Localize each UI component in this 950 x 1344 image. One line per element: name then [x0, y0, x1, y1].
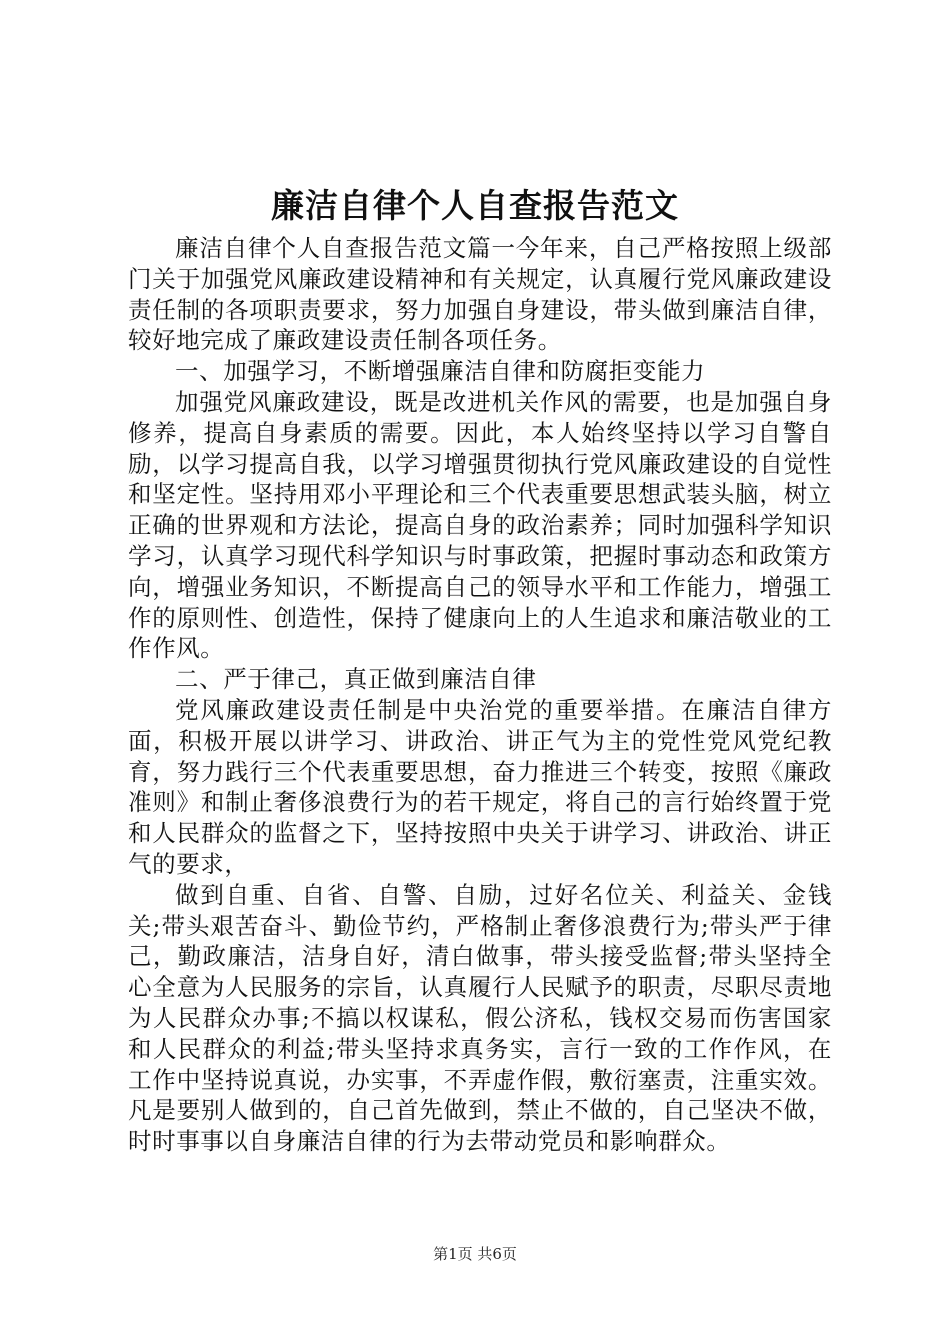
- section-heading-1: 一、加强学习，不断增强廉洁自律和防腐拒变能力: [175, 357, 706, 386]
- section-2-paragraph-1: 党风廉政建设责任制是中央治党的重要举措。在廉洁自律方面，积极开展以讲学习、讲政治、讲正气为主的党性党风党纪教育，努力践行三个代表重要思想，奋力推进三个转变，按照《廉政准则》和制止奢侈浪费行为的若干规定，将自己的言行始终置于党和人民群众的监督之下，坚持按照中央关于讲学习、讲政治、讲正气的要求，: [128, 695, 832, 878]
- section-heading-2: 二、严于律己，真正做到廉洁自律: [175, 665, 537, 694]
- document-body: [128, 233, 832, 1157]
- section-2-paragraph-2: 做到自重、自省、自警、自励，过好名位关、利益关、金钱关;带头艰苦奋斗、勤俭节约，严格制止奢侈浪费行为;带头严于律己，勤政廉洁，洁身自好，清白做事，带头接受监督;带头坚持全心全意为人民服务的宗旨，认真履行人民赋予的职责，尽职尽责地为人民群众办事;不搞以权谋私，假公济私，钱权交易而伤害国家和人民群众的利益;带头坚持求真务实，言行一致的工作作风，在工作中坚持说真说，办实事，不弄虚作假，敷衍塞责，注重实效。凡是要别人做到的，自己首先做到，禁止不做的，自己坚决不做，时时事事以自身廉洁自律的行为去带动党员和影响群众。: [128, 880, 832, 1156]
- page-number-footer: 第1页 共6页: [433, 1245, 517, 1263]
- document-title: 廉洁自律个人自查报告范文: [271, 186, 679, 225]
- intro-paragraph: 廉洁自律个人自查报告范文篇一今年来，自己严格按照上级部门关于加强党风廉政建设精神和有关规定，认真履行党风廉政建设责任制的各项职责要求，努力加强自身建设，带头做到廉洁自律，较好地完成了廉政建设责任制各项任务。: [128, 234, 832, 355]
- section-1-paragraph: 加强党风廉政建设，既是改进机关作风的需要，也是加强自身修养，提高自身素质的需要。因此，本人始终坚持以学习自警自励，以学习提高自我，以学习增强贯彻执行党风廉政建设的自觉性和坚定性。坚持用邓小平理论和三个代表重要思想武装头脑，树立正确的世界观和方法论，提高自身的政治素养；同时加强科学知识学习，认真学习现代科学知识与时事政策，把握时事动态和政策方向，增强业务知识，不断提高自己的领导水平和工作能力，增强工作的原则性、创造性，保持了健康向上的人生追求和廉洁敬业的工作作风。: [128, 387, 832, 663]
